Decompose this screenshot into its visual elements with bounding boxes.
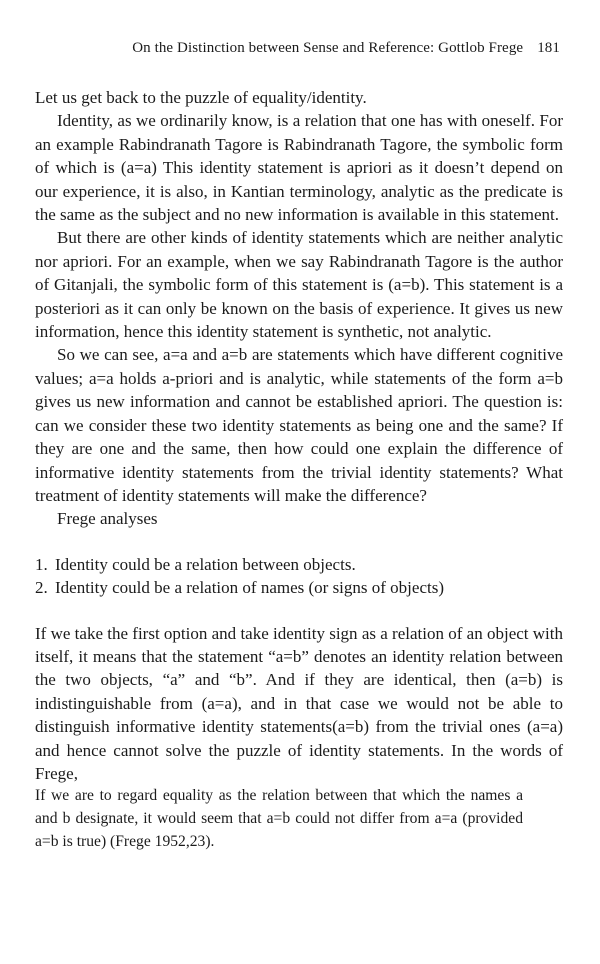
- body-text: [35, 86, 563, 854]
- list-text: Identity could be a relation between objects.: [55, 554, 356, 574]
- page-number: 181: [537, 40, 560, 56]
- running-header: [40, 40, 560, 57]
- paragraph: But there are other kinds of identity statements which are neither analytic nor apriori. For an example, when we say Rabindranath Tagore is the author of Gitanjali, the symbolic form of this statement is (a=b). This statement is a posteriori as it can only be known on the basis of experience. It gives us new information, hence this identity statement is synthetic, not analytic.: [35, 228, 563, 342]
- list-number: 1.: [35, 554, 48, 574]
- paragraph: Frege analyses: [57, 509, 158, 529]
- list-text: Identity could be a relation of names (or signs of objects): [55, 578, 444, 598]
- list-item: [35, 576, 563, 599]
- paragraph: So we can see, a=a and a=b are statements which have different cognitive values; a=a holds a-priori and is analytic, while statements of the form a=b gives us new information and cannot be established apriori. The question is: can we consider these two identity statements as being one and the same? If they are one and the same, then how could one explain the difference of informative identity statements from the trivial identity statements? What treatment of identity statements will make the difference?: [35, 345, 563, 505]
- paragraph: Let us get back to the puzzle of equality/identity.: [35, 88, 367, 107]
- list-item: [35, 553, 563, 576]
- running-title: On the Distinction between Sense and Reference: Gottlob Frege: [132, 40, 524, 56]
- paragraph: If we take the first option and take identity sign as a relation of an object with itself, it means that the statement “a=b” denotes an identity relation between the two objects, “a” and “b”. And if they are identical, then (a=b) is indistinguishable from (a=a), and in that case we would not be able to distinguish informative identity statements(a=b) from the trivial ones (a=a) and hence cannot solve the puzzle of identity statements. In the words of Frege,: [35, 623, 563, 783]
- list-number: 2.: [35, 578, 48, 598]
- numbered-list: [35, 553, 563, 600]
- block-quote: If we are to regard equality as the relation between that which the names a and b designate, it would seem that a=b could not differ from a=a (provided a=b is true) (Frege 1952,23).: [35, 787, 523, 850]
- paragraph: Identity, as we ordinarily know, is a relation that one has with oneself. For an example Rabindranath Tagore is Rabindranath Tagore, the symbolic form of which is (a=a) This identity statement is apriori as it doesn’t depend on our experience, it is also, in Kantian terminology, analytic as the predicate is the same as the subject and no new information is available in this statement.: [35, 111, 563, 225]
